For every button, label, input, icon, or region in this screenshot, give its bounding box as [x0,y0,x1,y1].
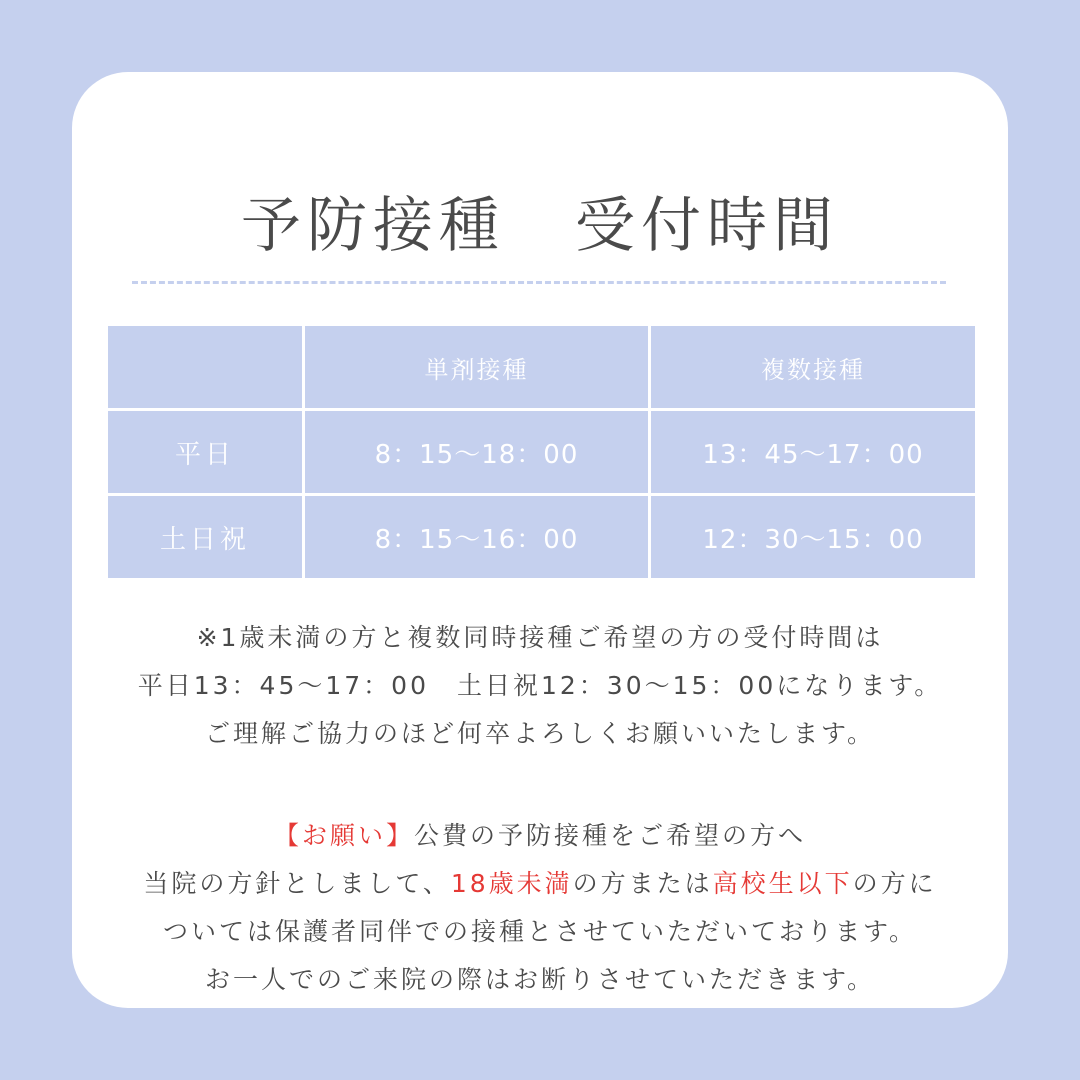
weekday-multiple-time: 13：45〜17：00 [650,410,977,495]
request-heading-line [0,812,1080,860]
weekend-multiple-time: 12：30〜15：00 [650,495,977,580]
request-line-3: ついては保護者同伴での接種とさせていただいております。 [162,917,917,946]
weekday-single-time: 8：15〜18：00 [304,410,650,495]
request-line-4: お一人でのご来院の際はお断りさせていただきます。 [204,965,875,994]
dashed-divider [132,281,946,284]
table-header-multiple: 複数接種 [650,325,977,410]
row-label-weekend-holiday: 土日祝 [107,495,304,580]
page-title [0,178,1080,264]
note-line-2: 平日13：45〜17：00 土日祝12：30〜15：00になります。 [137,671,943,700]
table-header-empty [107,325,304,410]
highlight-under-18: 18歳未満 [450,869,573,898]
request-text: 当院の方針としまして、 [143,869,451,898]
highlight-high-school: 高校生以下 [712,869,853,898]
table-header-row [107,325,977,410]
title-part-2: 受付時間 [575,191,839,261]
request-text: の方に [852,869,937,898]
request-line-2 [0,860,1080,908]
table-header-single: 単剤接種 [304,325,650,410]
request-heading: 公費の予防接種をご希望の方へ [414,821,807,850]
request-text: の方または [572,869,713,898]
table-row [107,410,977,495]
table-row [107,495,977,580]
weekend-single-time: 8：15〜16：00 [304,495,650,580]
note-line-1: ※1歳未満の方と複数同時接種ご希望の方の受付時間は [196,623,884,652]
note-line-3: ご理解ご協力のほど何卒よろしくお願いいたします。 [204,719,875,748]
notes-section [0,614,1080,1004]
title-part-1: 予防接種 [241,191,505,261]
request-tag: 【お願い】 [273,821,414,850]
row-label-weekday: 平日 [107,410,304,495]
reception-hours-table [105,323,978,581]
